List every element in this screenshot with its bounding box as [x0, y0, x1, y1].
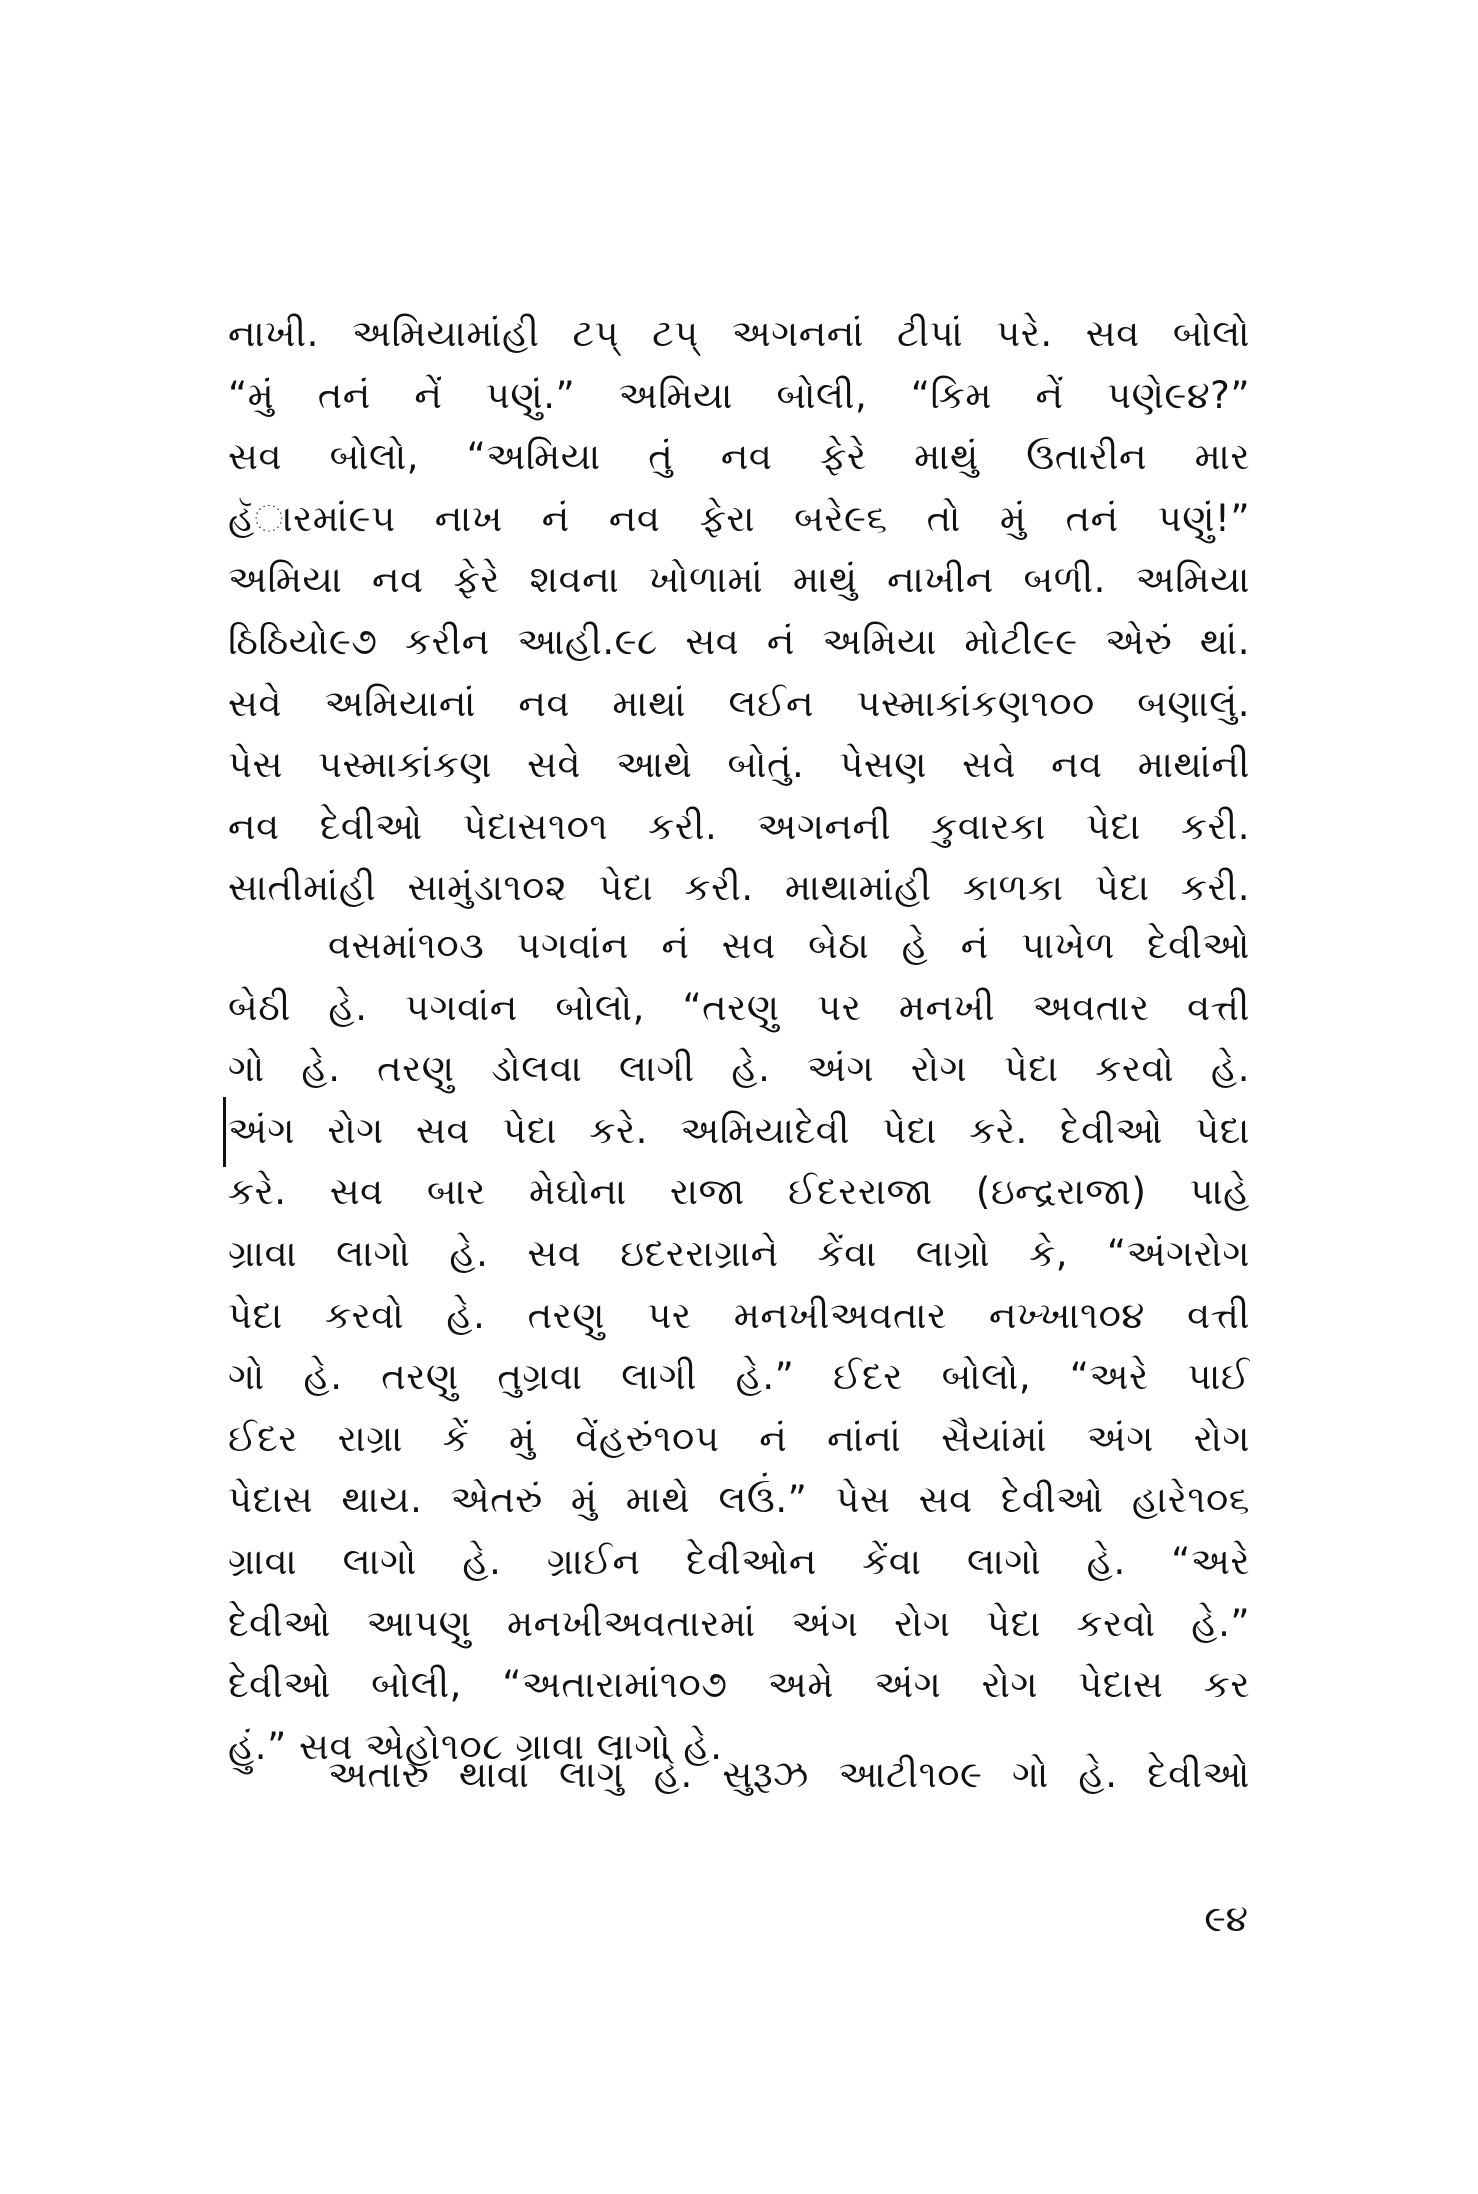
- text-line: દેવીઓ બોલી, “અતારામાં૧૦૭ અમે અંગ રોગ પેદાસ કર: [228, 1663, 1250, 1707]
- text-line: અમિયા નવ ફેરે શવના ખોળામાં માથું નાખીન બળી. અમિયા: [228, 558, 1250, 602]
- paragraph-3: [228, 1744, 1250, 1806]
- text-line: પેસ પસ્માકાંકણ સવે આથે બોતું. પેસણ સવે નવ માથાંની: [228, 743, 1250, 787]
- text-line: સવે અમિયાનાં નવ માથાં લઈન પસ્માકાંકણ૧૦૦ બણાલું.: [228, 681, 1250, 725]
- text-line: બેઠી હે. પગવાંન બોલો, “તરણુ પર મનખી અવતાર વત્તી: [228, 985, 1250, 1029]
- text-line: કરે. સવ બાર મેઘોના રાજા ઈદરરાજા (ઇન્દ્રરાજા) પાહે: [228, 1170, 1250, 1214]
- text-line: સવ બોલો, “અમિયા તું નવ ફેરે માથું ઉતારીન માર: [228, 435, 1250, 479]
- text-line: “મું તનં નેં પણું.” અમિયા બોલી, “કિમ નેં પણે૯૪?”: [228, 373, 1250, 417]
- paragraph-2: [228, 915, 1250, 1777]
- text-line: નાખી. અમિયામાંહી ટપ્ ટપ્ અગનનાં ટીપાં પરે. સવ બોલો: [228, 312, 1250, 355]
- text-line: હૅારમાં૯૫ નાખ નં નવ ફેરા બરે૯૬ તો મું તનં પણું!”: [228, 496, 1250, 540]
- text-line: ગો હે. તરણુ તુગ્રવા લાગી હે.” ઈદર બોલો, “અરે પાઈ: [228, 1355, 1250, 1399]
- text-line: દેવીઓ આપણુ મનખીઅવતારમાં અંગ રોગ પેદા કરવો હે.”: [228, 1601, 1250, 1645]
- text-line: સાતીમાંહી સામુંડા૧૦૨ પેદા કરી. માથામાંહી કાળકા પેદા કરી.: [228, 866, 1250, 910]
- text-line: ગ્રાવા લાગો હે. સવ ઇદરરાગ્રાને કેંવા લાગ્રો કે, “અંગરોગ: [228, 1231, 1250, 1275]
- text-line: ગ્રાવા લાગો હે. ગ્રાઈન દેવીઓન કેંવા લાગો હે. “અરે: [228, 1539, 1250, 1583]
- text-line: પેદાસ થાય. એતરું મું માથે લઉં.” પેસ સવ દેવીઓ હારે૧૦૬: [228, 1478, 1250, 1522]
- text-line: અંગ રોગ સવ પેદા કરે. અમિયાદેવી પેદા કરે. દેવીઓ પેદા: [228, 1108, 1250, 1152]
- text-line: નવ દેવીઓ પેદાસ૧૦૧ કરી. અગનની કુવારકા પેદા કરી.: [228, 804, 1250, 848]
- text-line: હું.” સવ એહો૧૦૮ ગ્રાવા લાગો હે.: [228, 1724, 723, 1768]
- paragraph-1: [228, 303, 1250, 919]
- margin-bracket-mark: [223, 1097, 226, 1167]
- text-line: ઈદર રાગ્રા કેં મું વેંહરું૧૦૫ નં નાંનાં સૈયાંમાં અંગ રોગ: [228, 1416, 1250, 1460]
- text-line: પેદા કરવો હે. તરણુ પર મનખીઅવતાર નખ્ખા૧૦૪ વત્તી: [228, 1293, 1250, 1337]
- text-line: અતારુ થાવા લાગું હે. સુરૂઝ આટી૧૦૯ ગો હે. દેવીઓ: [328, 1753, 1250, 1796]
- page-number: ૯૪: [1204, 1899, 1248, 1940]
- text-line: ઠિઠિયો૯૭ કરીન આહી.૯૮ સવ નં અમિયા મોટી૯૯ એરું થાં.: [228, 619, 1250, 663]
- text-line: ગો હે. તરણુ ડોલવા લાગી હે. અંગ રોગ પેદા કરવો હે.: [228, 1047, 1250, 1091]
- text-line: વસમાં૧૦૩ પગવાંન નં સવ બેઠા હે નં પાખેળ દેવીઓ: [328, 924, 1250, 967]
